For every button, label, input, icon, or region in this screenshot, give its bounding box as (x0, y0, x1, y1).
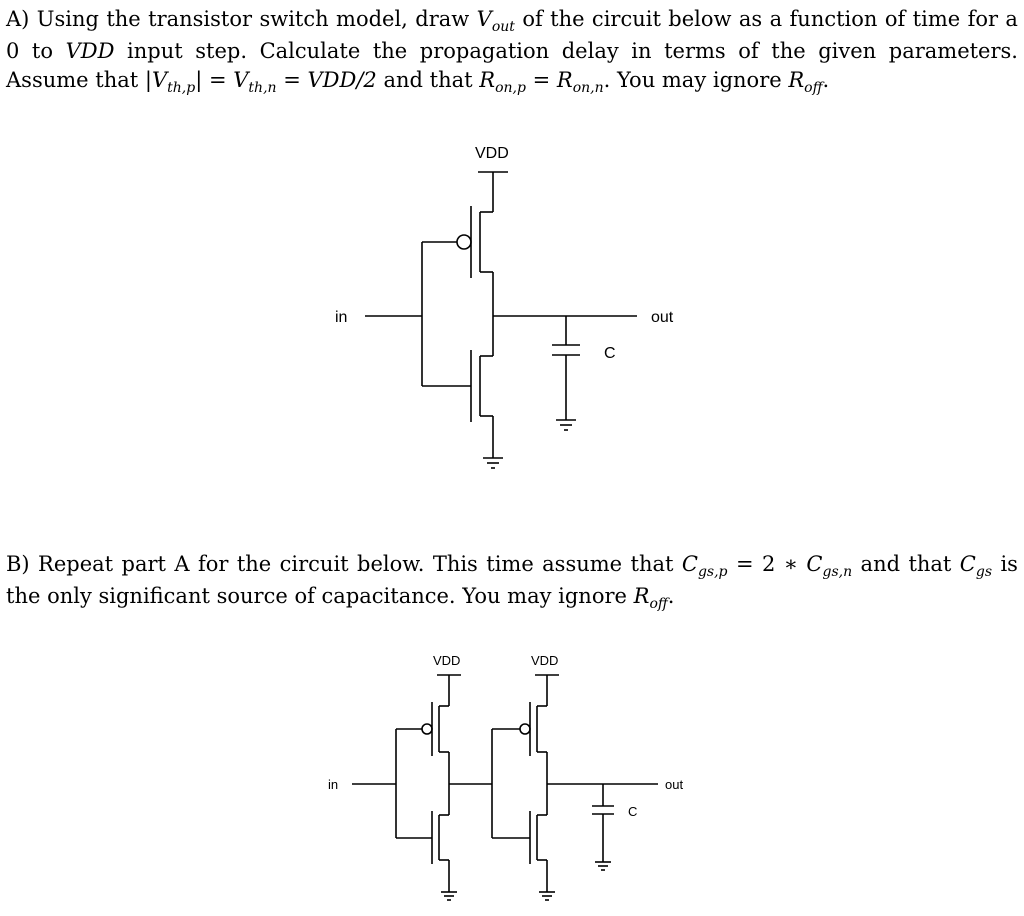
vthn-subscript: th,n (248, 80, 277, 96)
vthp-subscript: th,p (167, 80, 196, 96)
ronn-subscript: on,n (572, 80, 604, 96)
pmos-transistor-b2 (492, 702, 547, 756)
vthp-symbol: |V (144, 68, 168, 92)
equals-3: = (532, 68, 551, 92)
in-label-b: in (328, 777, 339, 792)
circuit-a-inverter (335, 145, 674, 468)
part-a-sentence-4: and that (383, 68, 473, 92)
vthn-symbol: V (233, 68, 249, 92)
pmos-bubble-b1 (422, 724, 432, 734)
cgsn-symbol: C (806, 552, 823, 576)
vdd-label-a: VDD (475, 145, 509, 162)
cgsp-subscript: gs,p (697, 564, 728, 580)
part-b-sentence-2: and that (860, 552, 952, 576)
equals-2: = (283, 68, 301, 92)
vout-symbol: V (476, 7, 492, 31)
cgs-subscript: gs (975, 564, 993, 580)
pmos-bubble-b2 (520, 724, 530, 734)
pmos-transistor-a (422, 206, 493, 278)
vdd-symbol: VDD (65, 39, 115, 63)
roff-subscript-b: off (649, 596, 668, 612)
cap-label-b: C (628, 804, 638, 819)
part-a-sentence-3: input step. Calculate the propagation delay in terms of the given parameters. Assume that (6, 39, 1018, 92)
circuit-b-inverter-chain (328, 653, 683, 900)
cgsp-symbol: C (681, 552, 698, 576)
ground-icon (539, 892, 555, 900)
part-a-period: . (822, 68, 830, 92)
vdd-label-b2: VDD (531, 653, 559, 668)
ronp-subscript: on,p (495, 80, 526, 96)
nmos-transistor-a (422, 350, 493, 422)
part-a-sentence-5: . You may ignore (603, 68, 782, 92)
part-b-sentence-3: is the only significant source of capacitance. You may ignore (6, 552, 1018, 608)
nmos-transistor-b2 (492, 811, 547, 864)
out-label-a: out (651, 309, 674, 326)
vout-subscript: out (491, 19, 515, 35)
ground-icon (441, 892, 457, 900)
capacitor-b (592, 784, 614, 862)
pmos-bubble-a (457, 235, 471, 249)
roff-symbol: R (788, 68, 805, 92)
vdd-label-b1: VDD (433, 653, 461, 668)
cgs-symbol: C (959, 552, 976, 576)
equals-1: = (208, 68, 227, 92)
ground-icon (556, 420, 576, 430)
roff-symbol-b: R (633, 584, 650, 608)
part-b-sentence-1: Repeat part A for the circuit below. This time assume that (38, 552, 674, 576)
out-label-b: out (665, 777, 684, 792)
ground-icon (483, 458, 503, 468)
in-label-a: in (335, 309, 348, 326)
ronn-symbol: R (556, 68, 573, 92)
nmos-transistor-b1 (396, 811, 449, 864)
part-b-period: . (667, 584, 675, 608)
part-a-sentence-1: Using the transistor switch model, draw (36, 7, 470, 31)
capacitor-a (552, 316, 580, 420)
cgsn-subscript: gs,n (822, 564, 853, 580)
ronp-symbol: R (479, 68, 496, 92)
part-b-label: B) (6, 552, 30, 576)
vdd-half: VDD/2 (307, 68, 377, 92)
part-a-sentence-2: of the circuit below as a function of time for a 0 to (6, 7, 1018, 63)
cap-label-a: C (604, 345, 616, 362)
pmos-transistor-b1 (396, 702, 449, 756)
ground-icon (595, 862, 611, 870)
vthp-abs-close: | (195, 68, 203, 92)
roff-subscript: off (804, 80, 823, 96)
equals-factor: = 2 ∗ (735, 552, 798, 576)
part-a-label: A) (6, 7, 30, 31)
